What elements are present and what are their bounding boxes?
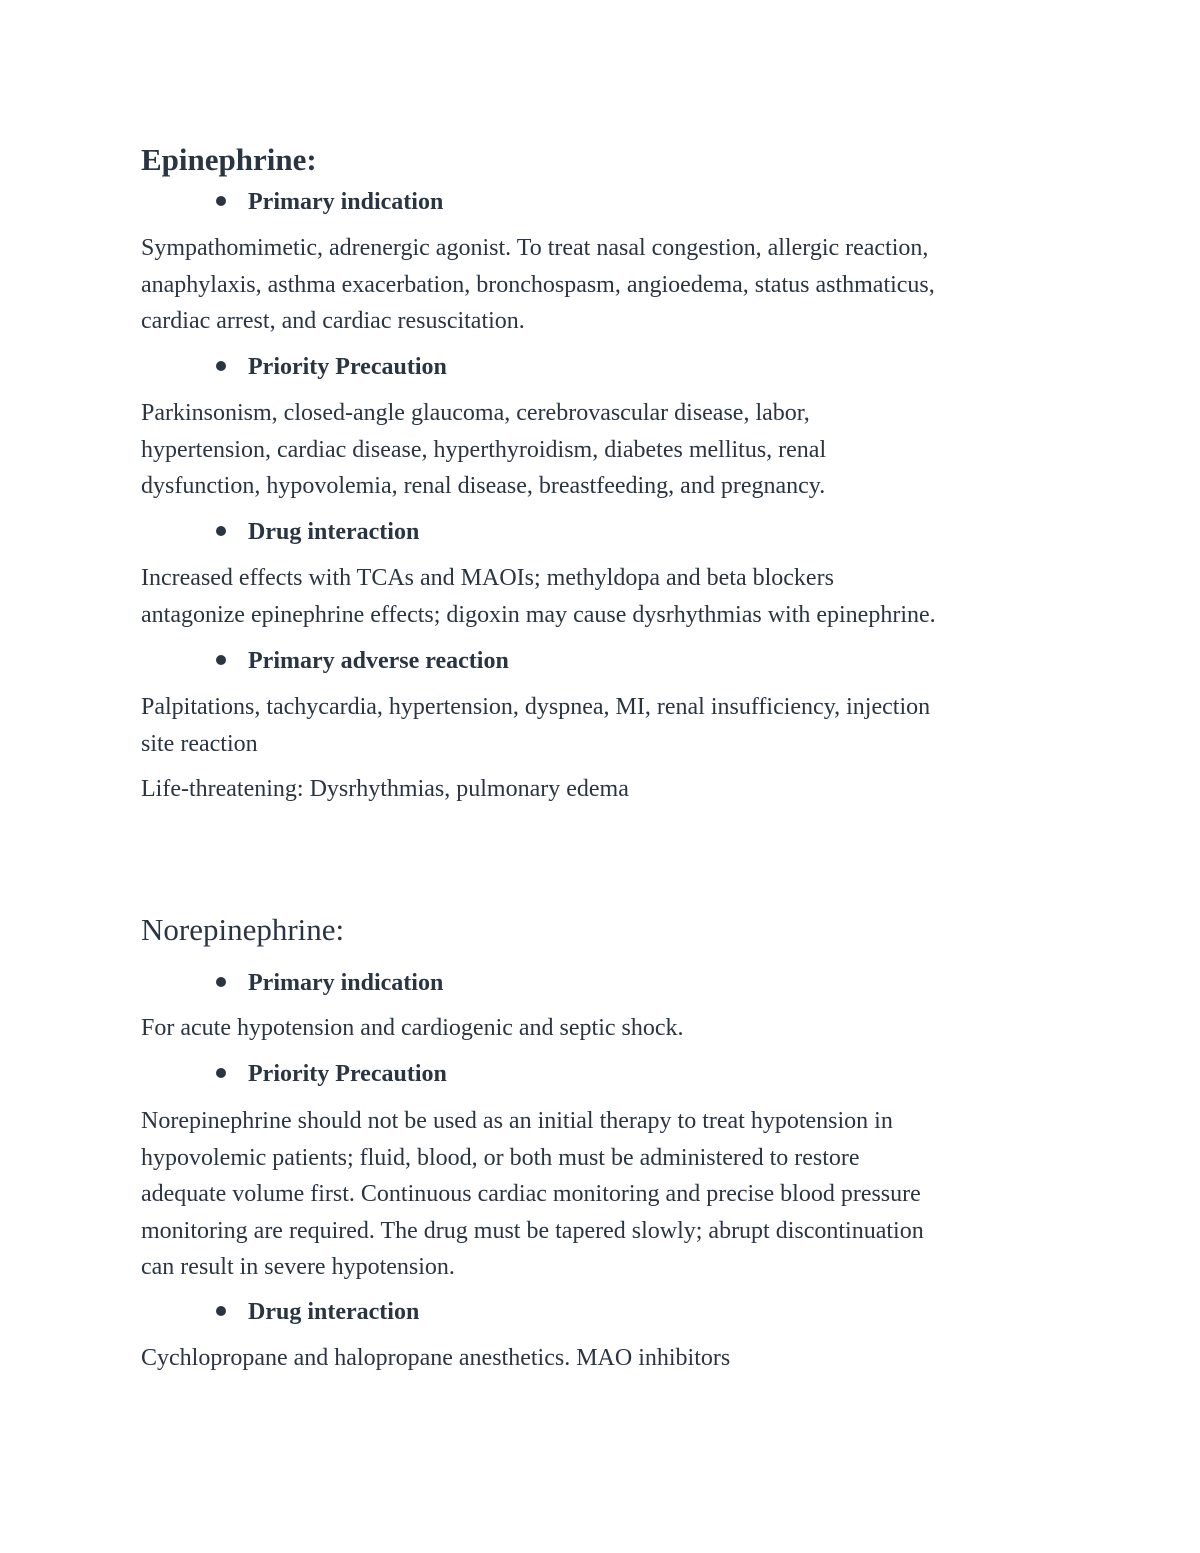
heading-drug-interaction [216,517,419,547]
heading-label: Primary indication [248,970,444,996]
text-line: Cychlopropane and halopropane anesthetics. MAO inhibitors [141,1345,731,1371]
drug-title-norepinephrine: Norepinephrine: [141,912,345,947]
drug-title-epinephrine: Epinephrine: [141,142,317,177]
bullet-dot [216,655,226,665]
text-line: Norepinephrine should not be used as an initial therapy to treat hypotension in [141,1108,893,1134]
text-line: Palpitations, tachycardia, hypertension, dyspnea, MI, renal insufficiency, injection [141,694,931,720]
heading-priority-precaution [216,352,447,382]
text-line: anaphylaxis, asthma exacerbation, bronchospasm, angioedema, status asthmaticus, [141,271,935,298]
text-line: Increased effects with TCAs and MAOIs; methyldopa and beta blockers [141,565,834,591]
heading-label: Primary indication [248,189,444,215]
interaction-text [141,1340,1056,1377]
indication-text [141,1010,1056,1047]
text-line: adequate volume first. Continuous cardiac monitoring and precise blood pressure [141,1181,921,1207]
text-line: antagonize epinephrine effects; digoxin may cause dysrhythmias with epinephrine. [141,601,936,628]
bullet-dot [216,361,226,371]
heading-primary-indication [216,968,443,998]
indication-text [141,230,1056,340]
interaction-text [141,560,1056,633]
life-threatening-text [141,771,1056,808]
text-line: Life-threatening: Dysrhythmias, pulmonary edema [141,776,629,802]
text-line: For acute hypotension and cardiogenic and septic shock. [141,1015,684,1041]
text-line: hypertension, cardiac disease, hyperthyroidism, diabetes mellitus, renal [141,436,827,463]
bullet-dot [216,1068,226,1078]
text-line: site reaction [141,730,258,757]
heading-drug-interaction [216,1297,419,1327]
heading-label: Priority Precaution [248,1061,447,1087]
text-line: can result in severe hypotension. [141,1254,455,1280]
heading-priority-precaution [216,1059,447,1089]
heading-label: Drug interaction [248,1299,420,1325]
text-line: dysfunction, hypovolemia, renal disease, breastfeeding, and pregnancy. [141,473,826,499]
heading-label: Drug interaction [248,519,420,545]
precaution-text [141,1103,1056,1286]
bullet-dot [216,977,226,987]
heading-primary-indication [216,187,443,217]
heading-label: Primary adverse reaction [248,648,509,674]
text-line: Sympathomimetic, adrenergic agonist. To treat nasal congestion, allergic reaction, [141,235,929,261]
heading-label: Priority Precaution [248,354,447,380]
text-line: cardiac arrest, and cardiac resuscitation. [141,308,525,334]
bullet-dot [216,526,226,536]
text-line: hypovolemic patients; fluid, blood, or both must be administered to restore [141,1144,860,1171]
precaution-text [141,395,1056,505]
bullet-dot [216,1306,226,1316]
bullet-dot [216,196,226,206]
text-line: monitoring are required. The drug must be tapered slowly; abrupt discontinuation [141,1217,924,1244]
text-line: Parkinsonism, closed-angle glaucoma, cerebrovascular disease, labor, [141,400,810,426]
heading-primary-adverse-reaction [216,646,509,676]
adverse-text [141,689,1056,762]
